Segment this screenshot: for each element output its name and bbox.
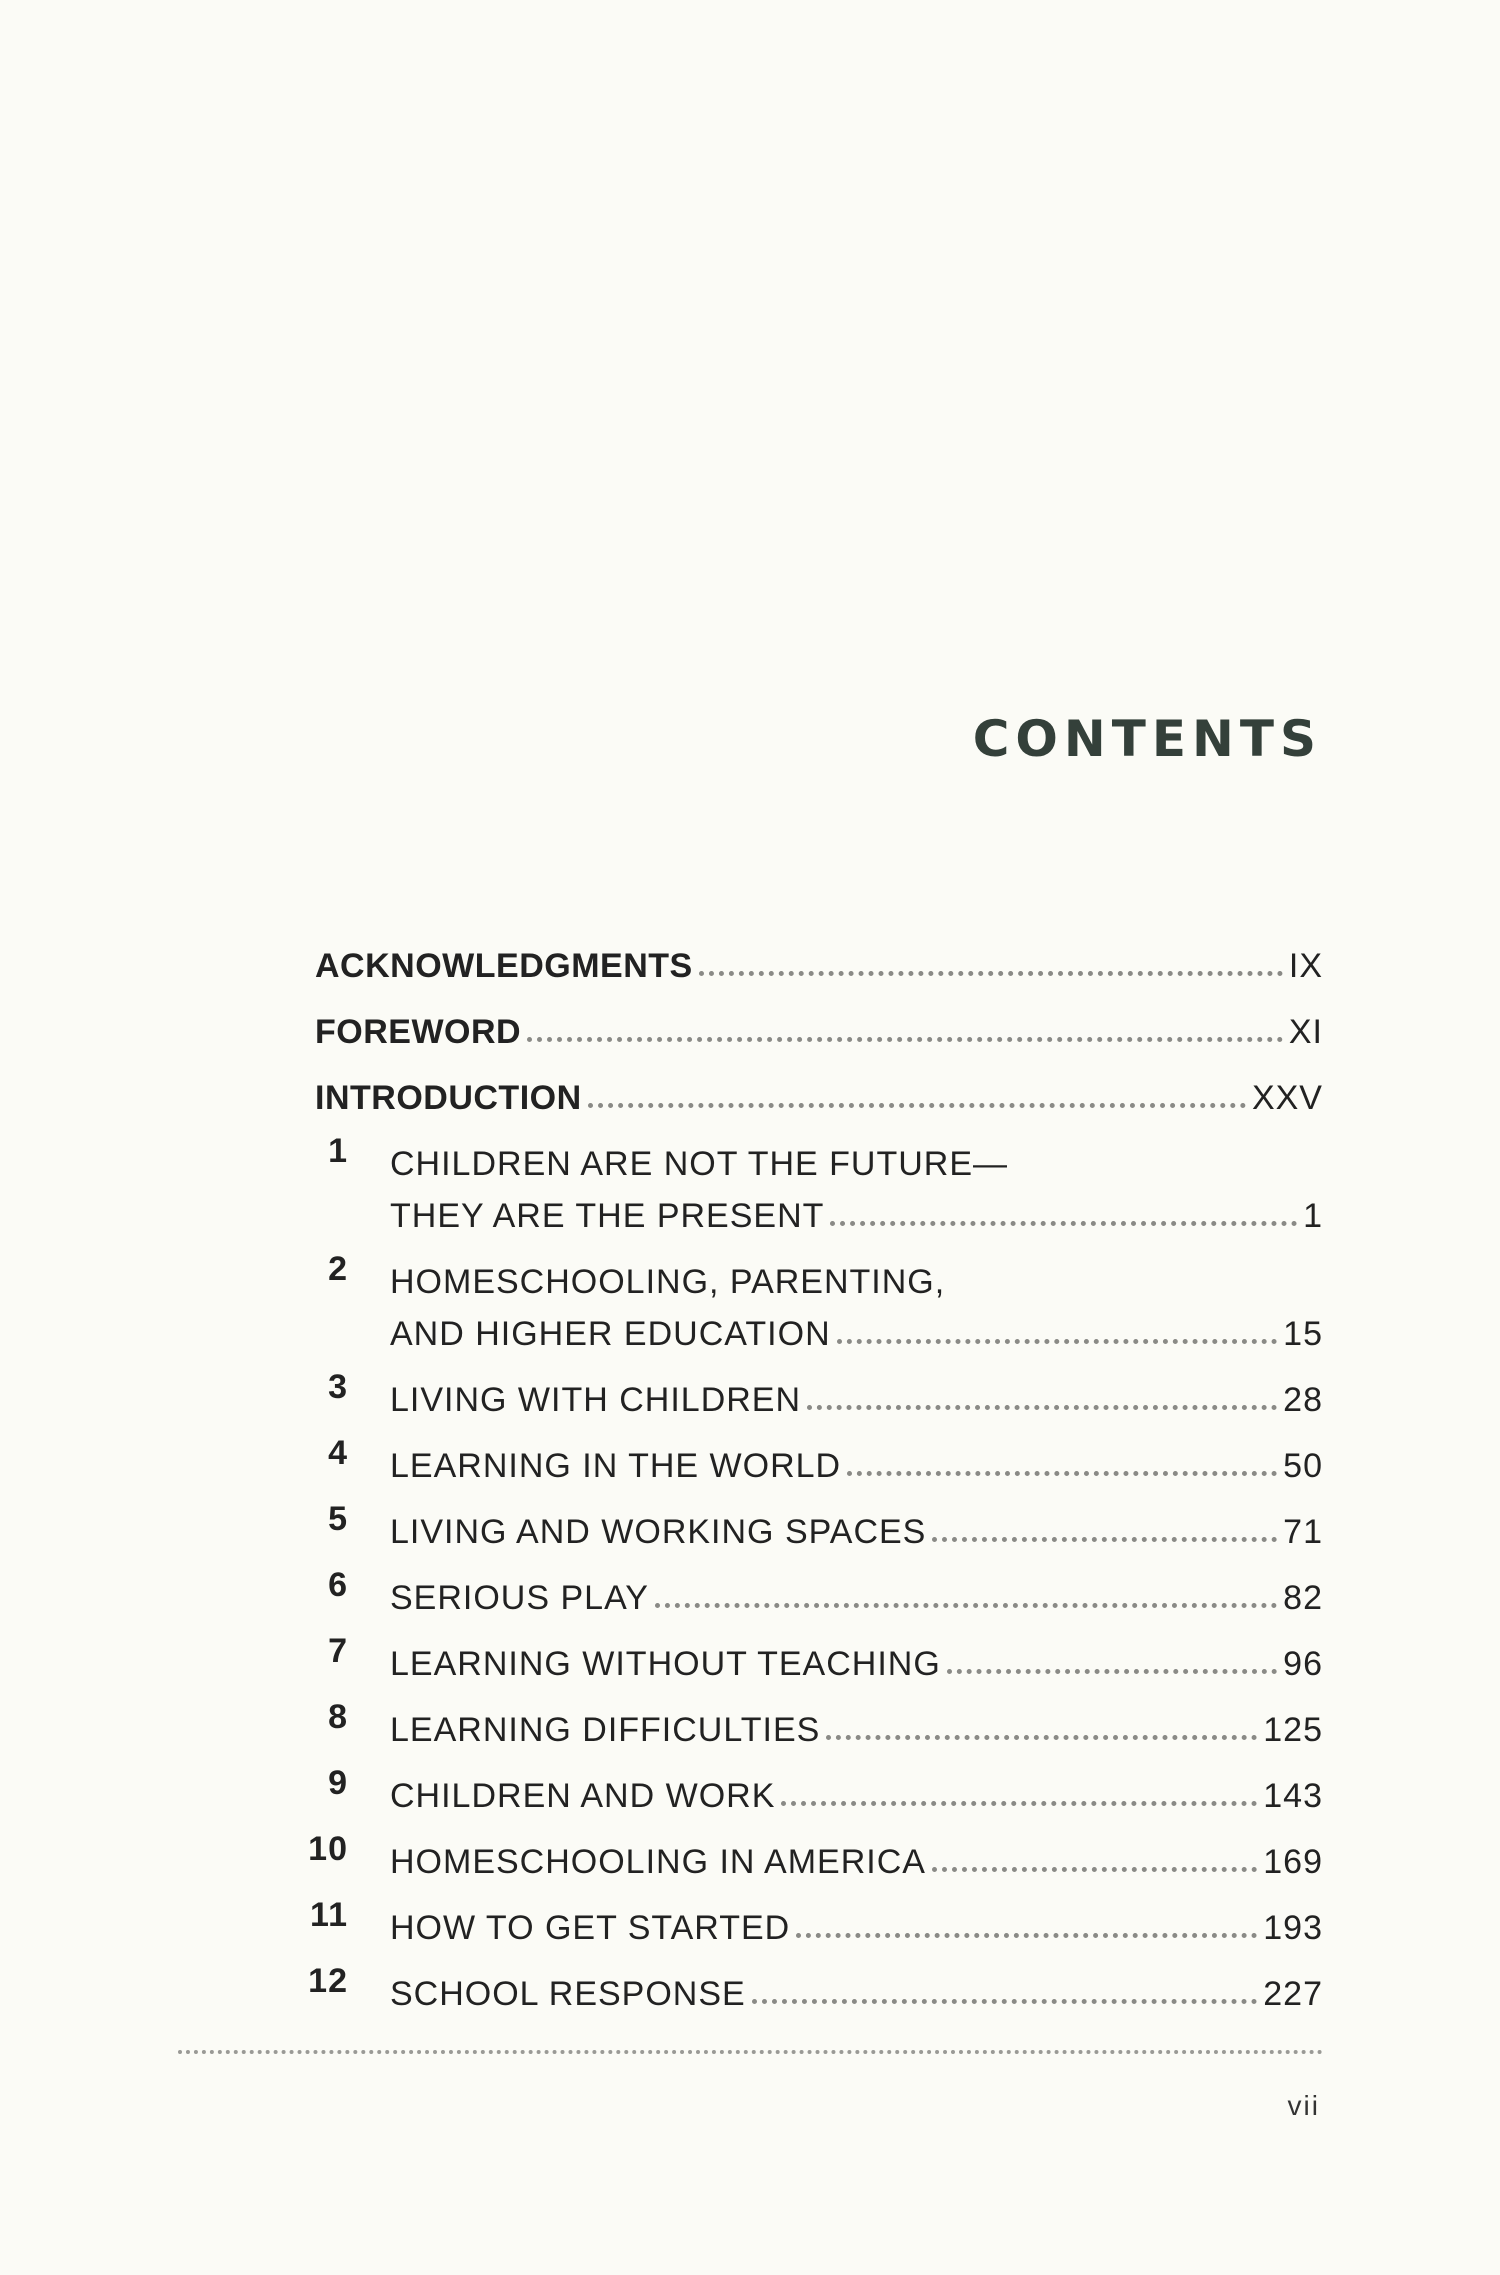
entry-title: FOREWORD [315,1013,522,1051]
dot-leader [752,1999,1258,2004]
table-of-contents [308,920,1323,2014]
entry-title: LEARNING DIFFICULTIES [390,1711,821,1749]
dot-leader [826,1735,1257,1740]
dot-leader [588,1103,1246,1108]
toc-entry[interactable] [315,986,1323,1052]
toc-line [390,1618,1323,1684]
dot-leader [527,1037,1283,1042]
toc-entry[interactable] [308,1816,1323,1882]
chapter-number: 2 [328,1250,348,1288]
chapter-number: 12 [308,1962,348,2000]
entry-title: LEARNING IN THE WORLD [390,1447,842,1485]
toc-entry-body [390,1948,1323,2014]
toc-line [315,920,1323,986]
entry-page: 50 [1283,1447,1323,1485]
chapter-number: 3 [328,1368,348,1406]
entry-page: 169 [1263,1843,1323,1881]
entry-page: 125 [1263,1711,1323,1749]
chapter-number: 8 [328,1698,348,1736]
chapter-number: 1 [328,1132,348,1170]
toc-line [390,1184,1323,1236]
entry-title: ACKNOWLEDGMENTS [315,947,693,985]
toc-line [390,1354,1323,1420]
chapter-number: 6 [328,1566,348,1604]
entry-page: 71 [1283,1513,1323,1551]
entry-page: 1 [1303,1197,1323,1235]
entry-title: INTRODUCTION [315,1079,582,1117]
entry-page: 227 [1263,1975,1323,2013]
toc-line [390,1882,1323,1948]
toc-entry-body [390,1420,1323,1486]
toc-entry[interactable] [315,1684,1323,1750]
toc-entry-body [390,1684,1323,1750]
dot-leader [947,1669,1277,1674]
entry-page: 143 [1263,1777,1323,1815]
toc-line [390,1486,1323,1552]
toc-entry-body [390,1816,1323,1882]
toc-entry[interactable] [315,1236,1323,1354]
toc-entry-body [390,1552,1323,1618]
toc-entry-body [390,1750,1323,1816]
page-divider [178,2050,1323,2054]
toc-entry-body [315,920,1323,986]
dot-leader [847,1471,1277,1476]
dot-leader [837,1339,1278,1344]
chapter-number: 5 [328,1500,348,1538]
entry-page: 28 [1283,1381,1323,1419]
toc-entry[interactable] [315,1552,1323,1618]
toc-entry-body [390,1118,1323,1236]
toc-entry[interactable] [315,1750,1323,1816]
toc-entry[interactable] [308,1948,1323,2014]
toc-entry-body [315,986,1323,1052]
toc-line [390,1816,1323,1882]
dot-leader [807,1405,1277,1410]
entry-title: THEY ARE THE PRESENT [390,1197,825,1235]
toc-entry-body [390,1236,1323,1354]
dot-leader [932,1867,1257,1872]
entry-title: SCHOOL RESPONSE [390,1975,746,2013]
entry-page: IX [1288,947,1323,985]
entry-title: HOW TO GET STARTED [390,1909,791,1947]
toc-entry[interactable] [315,1486,1323,1552]
chapter-number: 9 [328,1764,348,1802]
toc-line [390,1302,1323,1354]
entry-page: XI [1288,1013,1323,1051]
toc-entry-body [390,1882,1323,1948]
toc-entry[interactable] [315,1420,1323,1486]
toc-entry-body [315,1052,1323,1118]
toc-line [390,1552,1323,1618]
contents-heading: CONTENTS [972,710,1322,768]
page-number: vii [1287,2090,1320,2121]
toc-entry[interactable] [315,1052,1323,1118]
toc-entry[interactable] [315,1354,1323,1420]
entry-title: LEARNING WITHOUT TEACHING [390,1645,941,1683]
entry-page: 193 [1263,1909,1323,1947]
entry-title: SERIOUS PLAY [390,1579,649,1617]
dot-leader [655,1603,1277,1608]
entry-title: CHILDREN AND WORK [390,1777,776,1815]
toc-line [315,1052,1323,1118]
toc-line [315,986,1323,1052]
toc-line [390,1750,1323,1816]
entry-page: 82 [1283,1579,1323,1617]
toc-entry-body [390,1486,1323,1552]
toc-line [390,1420,1323,1486]
dot-leader [932,1537,1277,1542]
toc-entry[interactable] [310,1882,1323,1948]
entry-page: XXV [1251,1079,1323,1117]
toc-entry[interactable] [315,1618,1323,1684]
toc-line [390,1118,1323,1184]
entry-page: 96 [1283,1645,1323,1683]
entry-title: HOMESCHOOLING, PARENTING, [390,1263,946,1301]
toc-entry-body [390,1354,1323,1420]
entry-title: AND HIGHER EDUCATION [390,1315,831,1353]
entry-title: LIVING AND WORKING SPACES [390,1513,927,1551]
chapter-number: 10 [308,1830,348,1868]
entry-title: LIVING WITH CHILDREN [390,1381,802,1419]
toc-entry-body [390,1618,1323,1684]
dot-leader [796,1933,1257,1938]
entry-page: 15 [1283,1315,1323,1353]
toc-entry[interactable] [315,1118,1323,1236]
chapter-number: 11 [310,1896,348,1934]
toc-line [390,1948,1323,2014]
toc-entry[interactable] [315,920,1323,986]
entry-title: CHILDREN ARE NOT THE FUTURE— [390,1145,1009,1183]
chapter-number: 4 [328,1434,348,1472]
toc-line [390,1684,1323,1750]
entry-title: HOMESCHOOLING IN AMERICA [390,1843,926,1881]
dot-leader [830,1221,1297,1226]
dot-leader [699,971,1283,976]
dot-leader [781,1801,1257,1806]
chapter-number: 7 [328,1632,348,1670]
toc-line [390,1236,1323,1302]
